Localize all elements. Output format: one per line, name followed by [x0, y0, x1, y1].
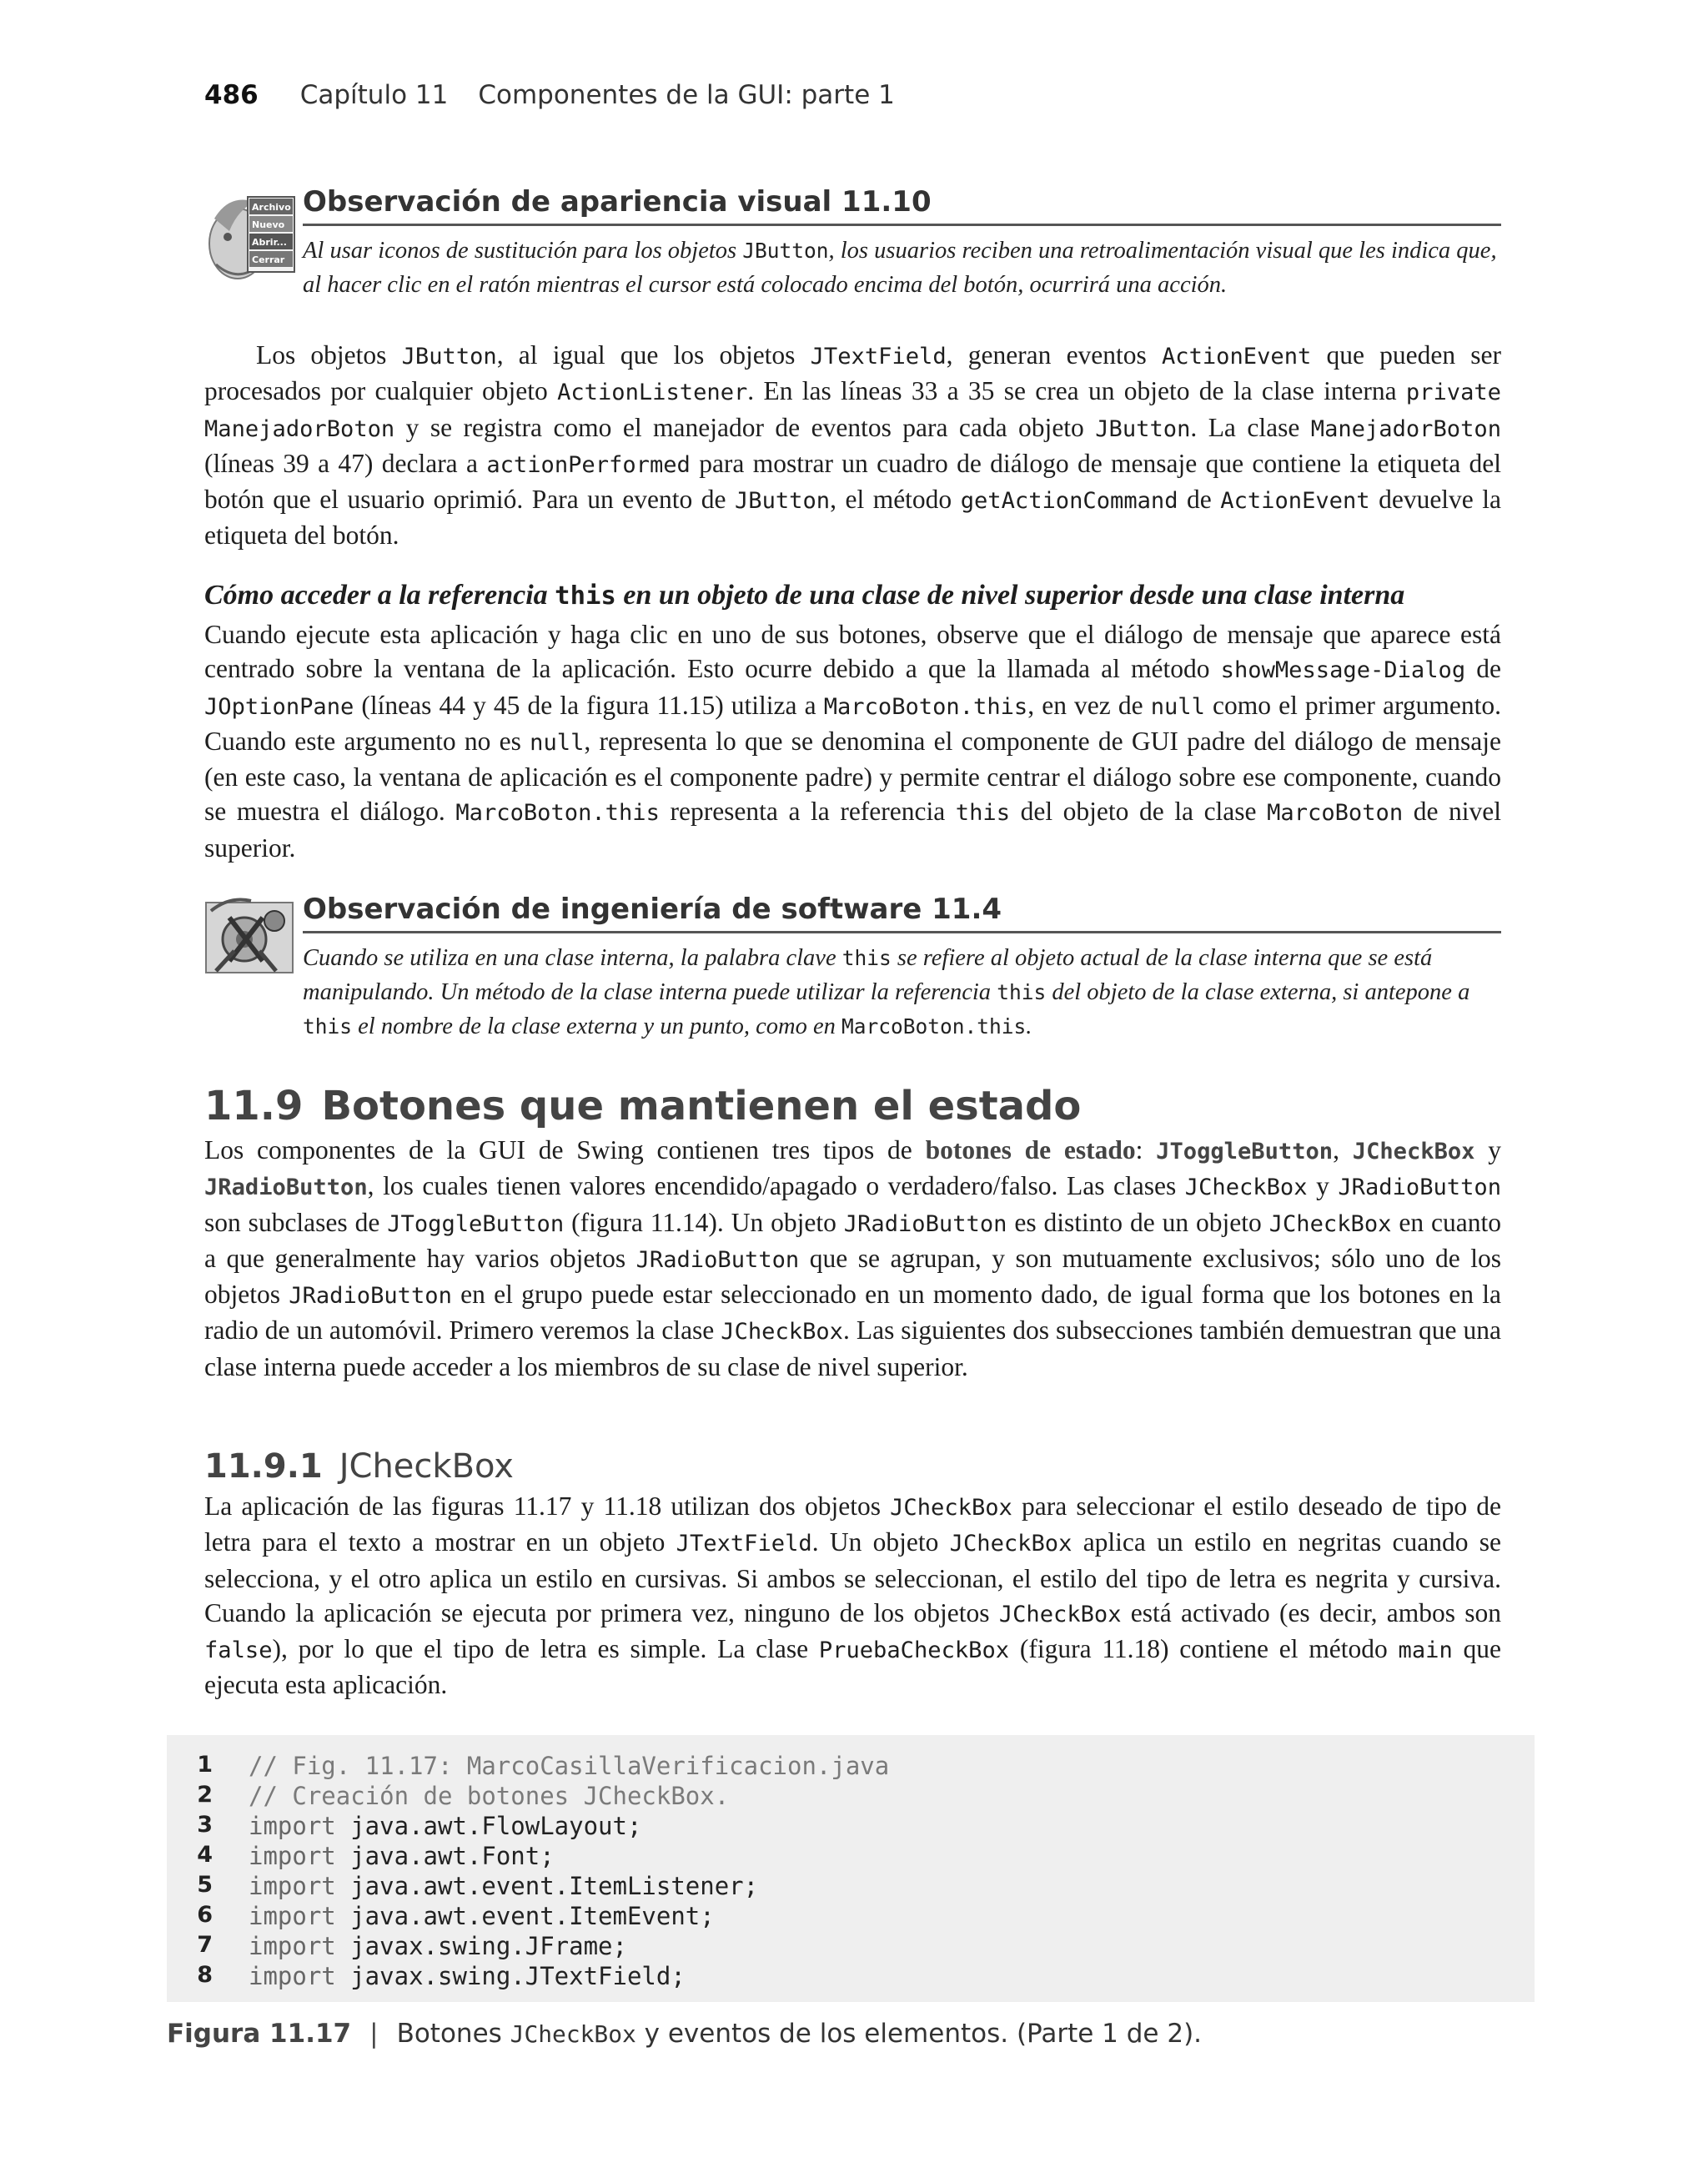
look-and-feel-observation [204, 185, 1501, 298]
chapter-title: Componentes de la GUI: parte 1 [478, 80, 895, 110]
software-engineering-observation [204, 893, 1501, 1043]
subheading-this-reference: Cómo acceder a la referencia this en un objeto de una clase de nivel superior desde una clase interna [204, 580, 1405, 611]
svg-text:Abrir...: Abrir... [252, 237, 287, 248]
paragraph-jcheckbox-app: La aplicación de las figuras 11.17 y 11.18 utilizan dos objetos JCheckBox para seleccionar el estilo deseado de tipo de letra para el texto a mostrar en un objeto JTextField. Un objeto JCheckBox aplica un estilo en negritas cuando se selecciona, y el otro aplica un estilo en cursivas. Si ambos se seleccionan, el estilo del tipo de letra es negrita y cursiva. Cuando la aplicación se ejecuta por primera vez, ninguno de los objetos JCheckBox está activado (es decir, ambos son false), por lo que el tipo de letra es simple. La clase PruebaCheckBox (figura 11.18) contiene el método main que ejecuta esta aplicación. [204, 1491, 1502, 1700]
svg-text:Archivo: Archivo [252, 202, 291, 213]
gear-figure-icon [204, 893, 294, 976]
paragraph-state-buttons: Los componentes de la GUI de Swing contienen tres tipos de botones de estado: JToggleButton, JCheckBox y JRadioButton, los cuales tienen valores encendido/apagado o verdadero/falso. Las clases JCheckBox y JRadioButton son subclases de JToggleButton (figura 11.14). Un objeto JRadioButton es distinto de un objeto JCheckBox en cuanto a que generalmente hay varios objetos JRadioButton que se agrupan, y son mutuamente exclusivos; sólo uno de los objetos JRadioButton en el grupo puede estar seleccionado en un momento dado, de igual forma que los botones en la radio de un automóvil. Primero veremos la clase JCheckBox. Las siguientes dos subsecciones también demuestran que una clase interna puede acceder a los miembros de su clase de nivel superior. [204, 1135, 1502, 1381]
svg-text:Nuevo: Nuevo [252, 219, 285, 230]
menu-window-icon [204, 185, 298, 284]
section-heading: 11.9 Botones que mantienen el estado [204, 1083, 1082, 1129]
subsection-heading: 11.9.1 JCheckBox [204, 1447, 514, 1486]
figure-caption: Figura 11.17 | Botones JCheckBox y eventos de los elementos. (Parte 1 de 2). [167, 2019, 1203, 2049]
paragraph-dialog-centering: Cuando ejecute esta aplicación y haga clic en uno de sus botones, observe que el diálogo de mensaje que aparece está centrado sobre la ventana de la aplicación. Esto ocurre debido a que la llamada al método showMessage-Dialog de JOptionPane (líneas 44 y 45 de la figura 11.15) utiliza a MarcoBoton.this, en vez de null como el primer argumento. Cuando este argumento no es null, representa lo que se denomina el componente de GUI padre del diálogo de mensaje (en este caso, la ventana de aplicación es el componente padre) y permite centrar el diálogo sobre ese componente, cuando se muestra el diálogo. MarcoBoton.this representa a la referencia this del objeto de la clase MarcoBoton de nivel superior. [204, 620, 1502, 863]
observation-title: Observación de ingeniería de software 11.4 [303, 893, 1501, 933]
svg-text:Cerrar: Cerrar [252, 254, 285, 265]
observation-text: Al usar iconos de sustitución para los objetos JButton, los usuarios reciben una retroalimentación visual que les indica que, al hacer clic en el ratón mientras el cursor está colocado encima del botón, ocurrirá una acción. [303, 238, 1497, 298]
observation-text: Cuando se utiliza en una clase interna, la palabra clave this se refiere al objeto actual de la clase interna que se está manipulando. Un método de la clase interna puede utilizar la referencia this del objeto de la clase externa, si antepone a this el nombre de la clase externa y un punto, como en MarcoBoton.this. [303, 945, 1470, 1039]
chapter-label: Capítulo 11 [299, 80, 449, 110]
paragraph-jbutton-events: Los objetos JButton, al igual que los objetos JTextField, generan eventos ActionEvent que pueden ser procesados por cualquier objeto ActionListener. En las líneas 33 a 35 se crea un objeto de la clase interna private ManejadorBoton y se registra como el manejador de eventos para cada objeto JButton. La clase ManejadorBoton (líneas 39 a 47) declara a actionPerformed para mostrar un cuadro de diálogo de mensaje que contiene la etiqueta del botón que el usuario oprimió. Para un evento de JButton, el método getActionCommand de ActionEvent devuelve la etiqueta del botón. [204, 340, 1502, 551]
page-number: 486 [204, 80, 259, 110]
running-header [204, 80, 895, 110]
observation-title: Observación de apariencia visual 11.10 [303, 185, 1501, 226]
code-listing: 1 // Fig. 11.17: MarcoCasillaVerificacion.java 2 // Creación de botones JCheckBox. 3 import java.awt.FlowLayout; 4 import java.awt.Font; 5 import java.awt.event.ItemListener; 6 import java.awt.event.ItemEvent; 7 import javax.swing.JFrame; 8 import javax.swing.JTextField; [167, 1735, 1535, 2002]
